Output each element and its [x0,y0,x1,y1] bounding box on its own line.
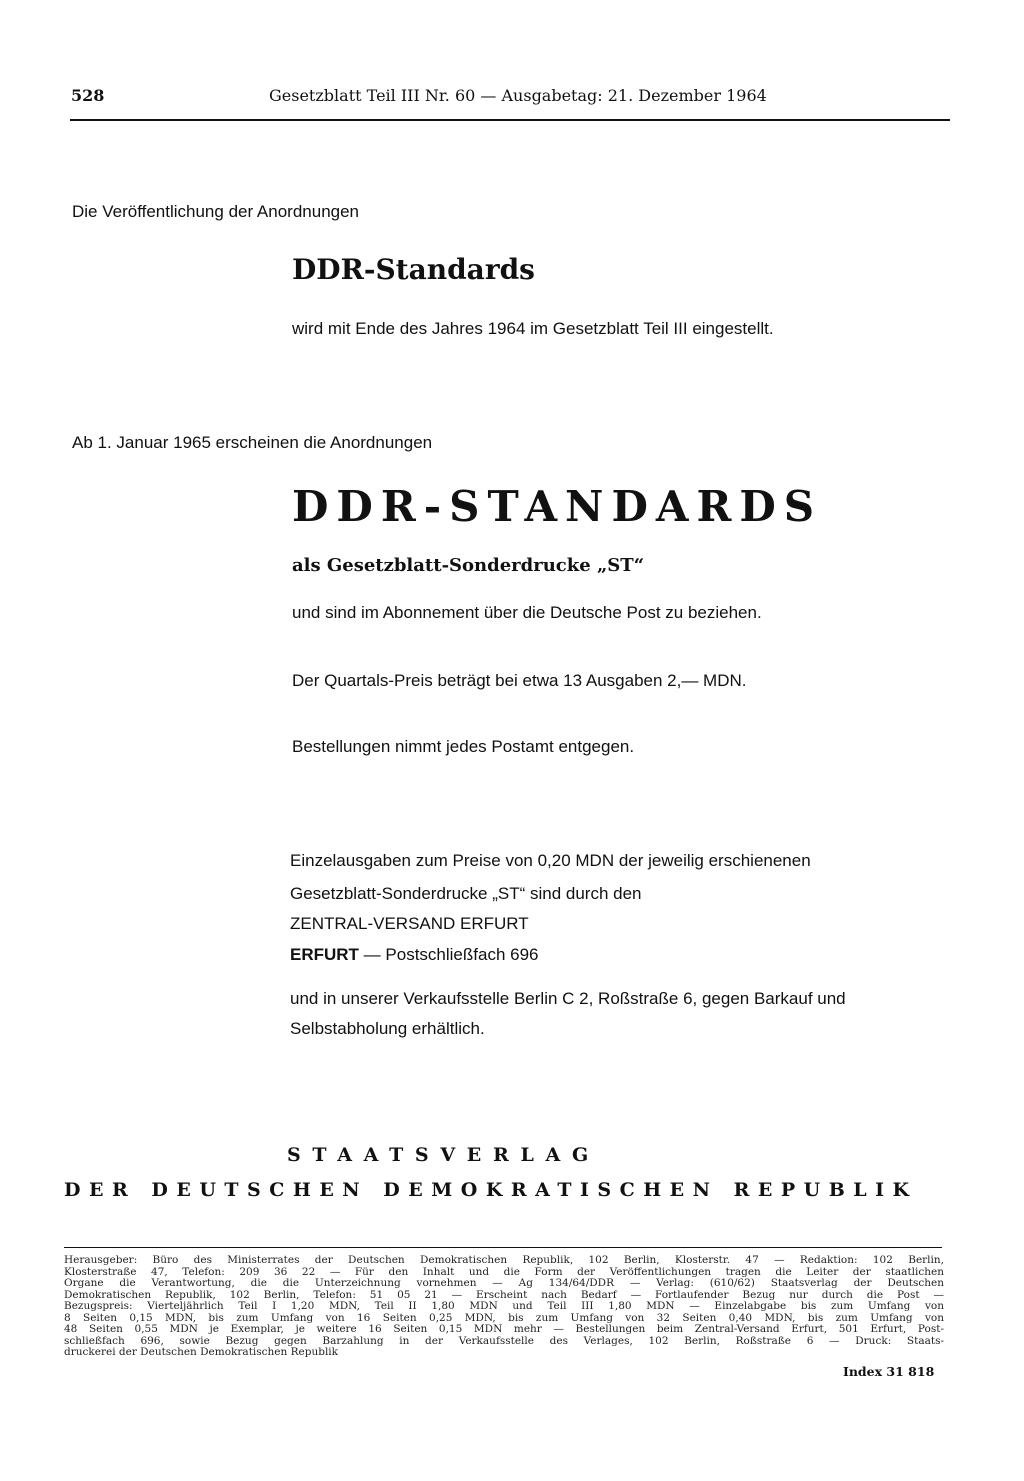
imprint [64,1255,944,1359]
page-number: 528 [71,86,105,105]
imprint-line: 48 Seiten 0,55 MDN je Exemplar, je weitere 16 Seiten 0,15 MDN mehr — Bestellungen beim Zentral-Versand Erfurt, 501 Erfurt, Post- [64,1324,944,1335]
imprint-line: 8 Seiten 0,15 MDN, bis zum Umfang von 16 Seiten 0,25 MDN, bis zum Umfang von 32 Seiten 0,40 MDN, bis zum Umfang von [64,1312,944,1324]
imprint-rule [64,1247,942,1248]
imprint-line: schließfach 696, sowie Bezug gegen Barzahlung in der Verkaufsstelle des Verlages, 102 Berlin, Roßstraße 6 — Druck: Staats- [64,1335,944,1347]
single-issues-line1: Einzelausgaben zum Preise von 0,20 MDN der jeweilig erschienenen [290,851,811,870]
notice2-line3: Bestellungen nimmt jedes Postamt entgegen. [292,737,635,756]
postfach-text: — Postschließfach 696 [358,945,539,964]
imprint-line: Herausgeber: Büro des Ministerrates der Deutschen Demokratischen Republik, 102 Berlin, Klosterstr. 47 — Redaktion: 102 Berlin, [64,1255,944,1266]
imprint-line: Bezugspreis: Vierteljährlich Teil I 1,20 MDN, Teil II 1,80 MDN und Teil III 1,80 MDN — Einzelabgabe bis zum Umfang von [64,1301,944,1312]
imprint-line: Organe die Verantwortung, die die Unterzeichnung vornehmen — Ag 134/64/DDR — Verlag: (610/62) Staatsverlag der Deutschen [64,1278,944,1289]
single-issues-line6: Selbstabholung erhältlich. [290,1019,485,1038]
notice2-subtitle: als Gesetzblatt-Sonderdrucke „ST“ [292,555,645,576]
imprint-line: druckerei der Deutschen Demokratischen Republik [64,1347,339,1358]
imprint-line: Klosterstraße 47, Telefon: 209 36 22 — Für den Inhalt und die Form der Veröffentlichungen tragen die Leiter der staatlichen [64,1266,944,1278]
running-title: Gesetzblatt Teil III Nr. 60 — Ausgabetag: 21. Dezember 1964 [269,86,767,105]
notice2-intro: Ab 1. Januar 1965 erscheinen die Anordnungen [72,433,433,452]
notice2-line2: Der Quartals-Preis beträgt bei etwa 13 Ausgaben 2,— MDN. [292,671,747,690]
notice2-title: DDR-STANDARDS [292,482,823,531]
publisher-line1: STAATSVERLAG [287,1144,600,1166]
single-issues-line3: ZENTRAL-VERSAND ERFURT [290,914,529,933]
index-number: Index 31 818 [843,1364,935,1379]
notice2-line1: und sind im Abonnement über die Deutsche Post zu beziehen. [292,603,762,622]
single-issues-line5: und in unserer Verkaufsstelle Berlin C 2, Roßstraße 6, gegen Barkauf und [290,989,846,1008]
notice1-intro: Die Veröffentlichung der Anordnungen [72,202,360,221]
single-issues-line4 [290,945,538,965]
notice1-text: wird mit Ende des Jahres 1964 im Gesetzblatt Teil III eingestellt. [292,319,774,338]
notice1-title: DDR-Standards [292,253,535,286]
erfurt-bold: ERFURT [290,945,359,964]
single-issues-line2: Gesetzblatt-Sonderdrucke „ST“ sind durch den [290,884,642,903]
publisher-line2: DER DEUTSCHEN DEMOKRATISCHEN REPUBLIK [64,1179,918,1201]
imprint-line: Demokratischen Republik, 102 Berlin, Telefon: 51 05 21 — Erscheint nach Bedarf — Fortlaufender Bezug nur durch die Post — [64,1289,944,1301]
header-rule [70,119,950,121]
